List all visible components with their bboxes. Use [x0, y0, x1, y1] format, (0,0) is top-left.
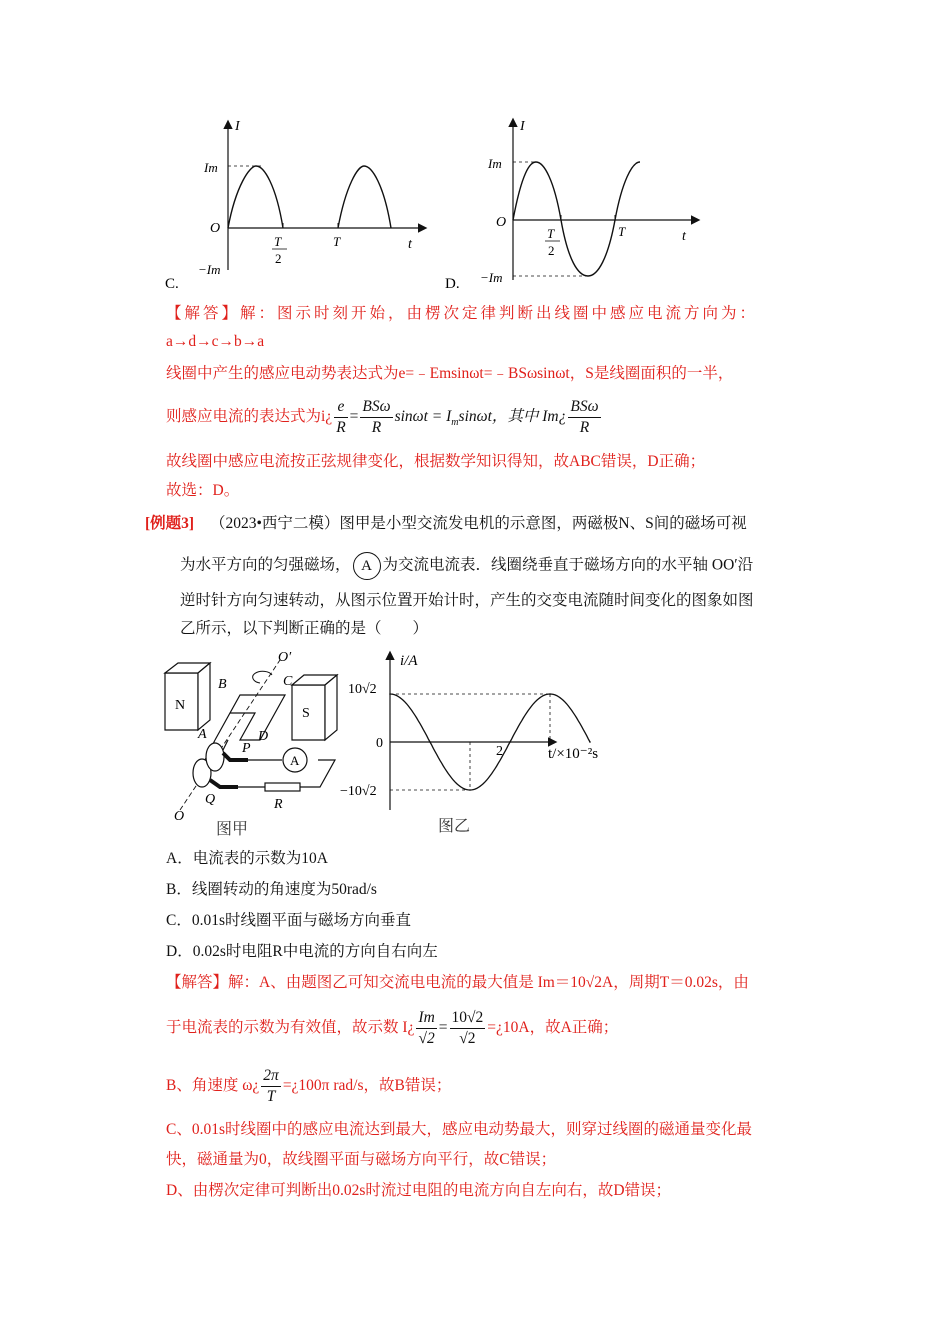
frac-2pi-over-t	[261, 1066, 281, 1107]
label-s: S	[302, 706, 310, 721]
t-half-num: T	[274, 234, 282, 249]
example3-line4: 乙所示，以下判断正确的是（ ）	[180, 620, 429, 637]
tick-label-bottom: −10√2	[340, 784, 377, 799]
frac-num: 10√2	[450, 1008, 486, 1029]
answer2-line6: 故选：D。	[166, 482, 240, 499]
origin-label: O	[210, 221, 221, 236]
generator-diagram	[160, 645, 360, 840]
example3-line2	[180, 552, 753, 580]
label-q: Q	[205, 792, 216, 807]
example3-text2a: 为水平方向的匀强磁场，	[180, 556, 351, 574]
frac-num: e	[334, 397, 347, 418]
frac-den: T	[266, 1087, 276, 1105]
option-b[interactable]: B．线圈转动的角速度为50rad/s	[166, 881, 377, 898]
current-time-chart	[340, 645, 630, 815]
label-c: C	[283, 674, 293, 689]
frac-den: √2	[459, 1029, 476, 1047]
frac-num: 2π	[261, 1066, 281, 1087]
answer2-line2: a→d→c→b→a	[166, 333, 265, 350]
sine-wave	[513, 162, 640, 276]
x-axis-label: t	[682, 229, 686, 244]
frac-im-over-sqrt2	[416, 1008, 436, 1049]
answer2-line4-prefix: 则感应电流的表达式为i¿	[166, 408, 333, 425]
label-r: R	[274, 797, 283, 812]
answer3-line4: C、0.01s时线圈中的感应电流达到最大，感应电动势最大，则穿过线圈的磁通量变化最	[166, 1121, 752, 1138]
tick-label-top: 10√2	[348, 682, 377, 697]
frac-num: BSω	[360, 397, 392, 418]
data-point	[549, 693, 551, 695]
label-p: P	[242, 741, 251, 756]
y-axis-label: i/A	[400, 653, 418, 669]
t-half-num: T	[547, 226, 555, 241]
example-tag: [例题3]	[145, 515, 195, 532]
answer3-line3	[166, 1064, 451, 1108]
label-n: N	[175, 698, 186, 713]
sin-expression: sinωt = I	[394, 408, 452, 425]
label-o-prime: O′	[278, 650, 292, 665]
data-point	[589, 741, 591, 743]
example3-text2b: 为交流电流表．线圈绕垂直于磁场方向的水平轴 OO′沿	[382, 556, 754, 574]
answer3-line6: D、由楞次定律可判断出0.02s时流过电阻的电流方向自左向右，故D错误；	[166, 1182, 672, 1199]
answer2-line3: 线圈中产生的感应电动势表达式为e=﹣Emsinωt=﹣BSωsinωt，S是线圈面积的一半，	[166, 365, 734, 382]
answer2-line5: 故线圈中感应电流按正弦规律变化，根据数学知识得知，故ABC错误，D正确；	[166, 453, 706, 470]
graph-c	[150, 110, 440, 295]
caption-jia: 图甲	[216, 819, 249, 838]
frac-bsw-over-r-2	[568, 397, 600, 438]
data-point	[429, 741, 431, 743]
option-d-label: D.	[445, 276, 460, 292]
option-d[interactable]: D．0.02s时电阻R中电流的方向自右向左	[166, 943, 438, 960]
magnet-n	[165, 663, 210, 730]
magnet-s	[292, 675, 337, 740]
answer2-line1: 【解答】解：图示时刻开始，由楞次定律判断出线圈中感应电流方向为：	[166, 305, 759, 322]
label-a: A	[198, 727, 207, 742]
tick-label-zero: 0	[376, 736, 383, 751]
y-axis-label: I	[520, 119, 525, 134]
graph-d-svg	[440, 110, 710, 295]
frac-10sqrt2-over-sqrt2	[450, 1008, 486, 1049]
graph-d	[440, 110, 710, 295]
frac-e-over-r	[334, 397, 347, 438]
sin-expression-tail: sinωt，其中 Im¿	[458, 408, 567, 425]
frac-num: Im	[416, 1008, 436, 1029]
answer3-line1: 【解答】解：A、由题图乙可知交流电电流的最大值是 Im＝10√2A，周期T＝0.02s，由	[166, 974, 749, 991]
example3-text1: （2023•西宁二模）图甲是小型交流发电机的示意图，两磁极N、S间的磁场可视	[209, 515, 747, 532]
x-axis-label: t/×10⁻²s	[548, 746, 599, 762]
option-c[interactable]: C．0.01s时线圈平面与磁场方向垂直	[166, 912, 411, 929]
figure-jia	[160, 645, 360, 840]
label-d: D	[258, 729, 269, 744]
example3-line1	[145, 513, 747, 535]
resistor-r	[265, 783, 300, 791]
data-point	[509, 741, 511, 743]
frac-den: √2	[418, 1029, 435, 1047]
t-half-den: 2	[275, 251, 282, 266]
graph-c-svg	[150, 110, 440, 295]
answer3-line2-tail: =¿10A，故A正确；	[487, 1019, 619, 1036]
figure-yi	[340, 645, 630, 815]
answer3-line5: 快，磁通量为0，故线圈平面与磁场方向平行，故C错误；	[166, 1151, 557, 1168]
neg-im-label: −Im	[198, 262, 221, 277]
answer3-line3-prefix: B、角速度 ω¿	[166, 1077, 260, 1094]
half-wave-2	[338, 166, 391, 228]
neg-im-label: −Im	[480, 270, 503, 285]
label-o: O	[174, 809, 185, 824]
answer2-line4	[166, 395, 603, 445]
answer3-line2	[166, 1006, 618, 1050]
y-axis-label: I	[235, 119, 240, 134]
brush-q	[210, 780, 238, 787]
data-point	[389, 693, 391, 695]
im-label: Im	[204, 160, 218, 175]
frac-bsw-over-r	[360, 397, 392, 438]
tick-label-x-2: 2	[496, 744, 503, 759]
caption-yi: 图乙	[438, 816, 471, 835]
slip-ring-p	[206, 743, 224, 771]
ammeter-icon: A	[353, 552, 381, 580]
frac-num: BSω	[568, 397, 600, 418]
subscript-m: m	[451, 417, 459, 429]
t-full-label: T	[618, 224, 626, 239]
label-b: B	[218, 677, 227, 692]
data-point	[469, 789, 471, 791]
option-a[interactable]: A．电流表的示数为10A	[166, 850, 328, 867]
answer3-line2-prefix: 于电流表的示数为有效值，故示数 I¿	[166, 1019, 415, 1036]
frac-den: R	[579, 418, 590, 436]
equals-sign: =	[349, 408, 359, 425]
t-full-label: T	[333, 234, 341, 249]
frac-den: R	[336, 418, 346, 436]
x-axis-label: t	[408, 237, 412, 252]
ammeter-label: A	[290, 753, 300, 768]
equals-sign: =	[438, 1019, 448, 1036]
answer3-line3-tail: =¿100π rad/s，故B错误；	[282, 1077, 452, 1094]
im-label: Im	[488, 156, 502, 171]
option-c-label: C.	[165, 276, 179, 292]
origin-label: O	[496, 215, 507, 230]
half-wave-1	[228, 166, 283, 228]
example3-line3: 逆时针方向匀速转动，从图示位置开始计时，产生的交变电流随时间变化的图象如图	[180, 592, 754, 609]
frac-den: R	[371, 418, 382, 436]
t-half-den: 2	[548, 243, 555, 258]
